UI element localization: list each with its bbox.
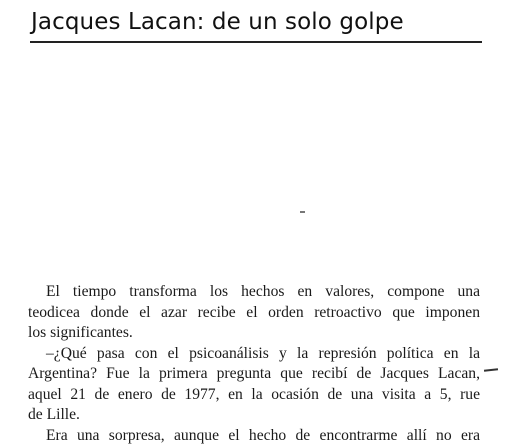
text-line: teodicea donde el azar recibe el orden retroactivo que imponen xyxy=(28,303,480,324)
margin-pen-mark xyxy=(484,368,498,371)
text-line: El tiempo transforma los hechos en valores, compone una xyxy=(28,282,480,303)
text-line: de Lille. xyxy=(28,405,480,426)
text-line: –¿Qué pasa con el psicoanálisis y la represión política en la xyxy=(28,344,480,365)
stray-print-mark xyxy=(300,211,305,213)
title-underline-rule xyxy=(30,41,482,43)
text-line: los significantes. xyxy=(28,323,480,344)
chapter-title: Jacques Lacan: de un solo golpe xyxy=(31,9,404,35)
text-line: Era una sorpresa, aunque el hecho de encontrarme allí no era xyxy=(28,426,480,446)
text-line: aquel 21 de enero de 1977, en la ocasión de una visita a 5, rue xyxy=(28,385,480,406)
text-line: Argentina? Fue la primera pregunta que recibí de Jacques Lacan, xyxy=(28,364,480,385)
body-text xyxy=(28,282,480,446)
